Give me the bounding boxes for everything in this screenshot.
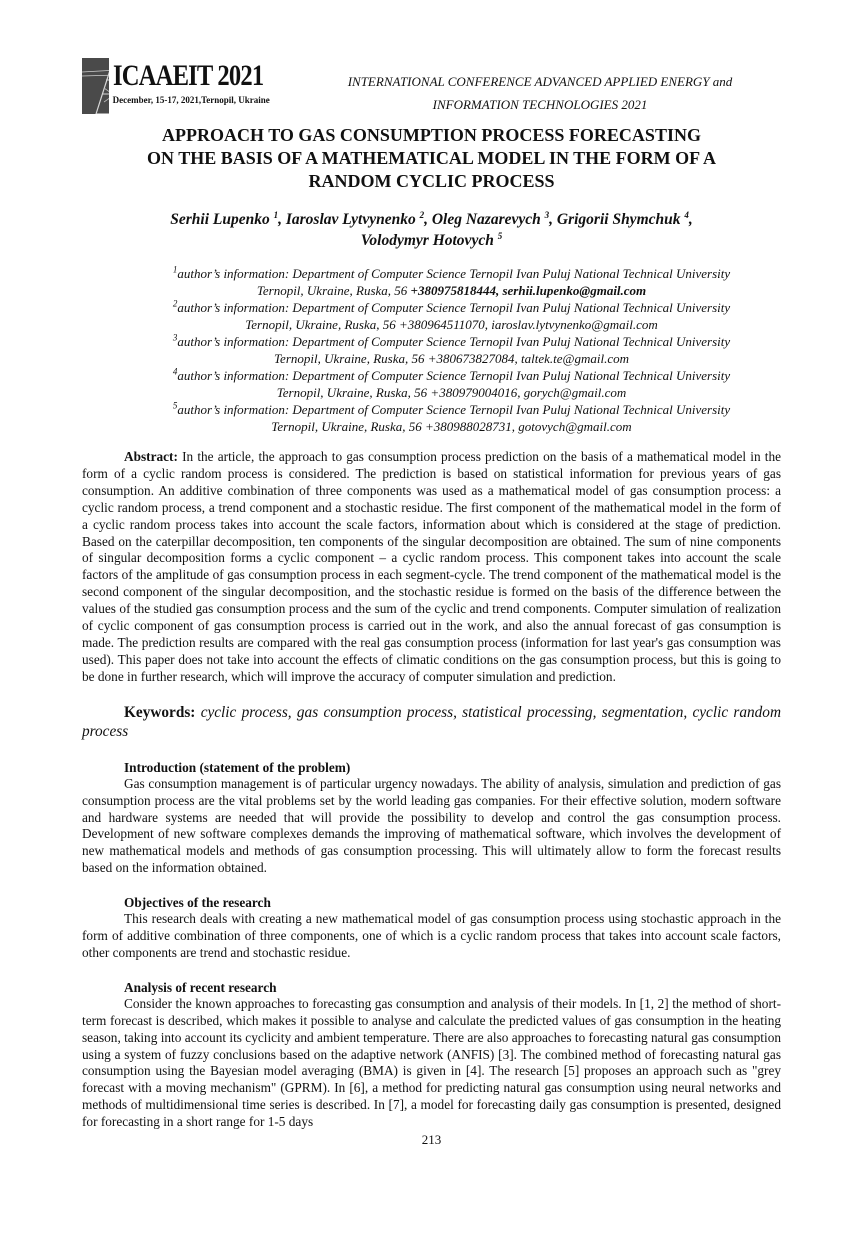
affiliations — [82, 265, 781, 435]
abstract — [82, 449, 781, 686]
section-heading-analysis: Analysis of recent research — [124, 979, 277, 995]
section-heading-introduction: Introduction (statement of the problem) — [124, 759, 351, 775]
author-name: Serhii Lupenko — [170, 211, 270, 228]
affiliation-sup: 3 — [172, 332, 178, 343]
paper-title — [82, 124, 781, 193]
abstract-text: In the article, the approach to gas consumption process prediction on the basis of a mathematical model in the form of a cyclic random process is considered. The prediction is based on statistical information for previous years of gas consumption. An additive combination of three components was used as a mathematical model of gas consumption process: a cyclic random process, a trend component and a stochastic residue. The first component of the mathematical model in the form of a cyclic random process takes into account the scale factors, information about which is considered at the stage of prediction. Based on the caterpillar decomposition, ten components of the singular decomposition are obtained. The sum of nine components of singular decomposition forms a cyclic component – a cyclic random process. This component takes into account the scale factors of the amplitude of gas consumption process in each segment-cycle. The trend component of the mathematical model is the second component of the singular decomposition, and the stochastic residue is formed on the basis of the difference between the values of the studied gas consumption process and the sum of the cyclic and trend components. Computer simulation of realization of cyclic component of gas consumption process is carried out in the work, and also the annual forecast of gas consumption is made. The prediction results are compared with the real gas consumption process (information for last year's gas consumption was used). This paper does not take into account the effects of climatic conditions on the gas consumption process, but this is going to be done in further research, which will improve the accuracy of computer simulation and prediction. — [82, 449, 781, 684]
author-sup: 5 — [497, 230, 503, 241]
author-sup: 2 — [419, 209, 425, 220]
affiliation-line: author’s information: Department of Computer Science Ternopil Ivan Puluj National Technical University — [177, 300, 731, 315]
author-list: Serhii Lupenko $^1$, Iaroslav Lytvynenko $^2$, Oleg Nazarevych $^3$, Grigorii Shymchuk $^4$, Volodymyr Hotovych $^5$ — [170, 209, 693, 249]
paper-page — [82, 56, 781, 1148]
affiliation-line: author’s information: Department of Computer Science Ternopil Ivan Puluj National Technical University — [177, 334, 731, 349]
affiliation — [122, 367, 781, 401]
affiliation — [122, 265, 781, 299]
affiliation-address: Ternopil, Ukraine, Ruska, 56 — [256, 283, 411, 298]
affiliation-address: Ternopil, Ukraine, Ruska, 56 +380988028731, gotovych@gmail.com — [271, 419, 632, 434]
logo-date: December, 15-17, 2021,Ternopil, Ukraine — [112, 95, 270, 105]
author-name: Grigorii Shymchuk — [556, 211, 681, 228]
section-heading-objectives: Objectives of the research — [124, 895, 271, 911]
affiliation-sup: 5 — [172, 400, 178, 411]
affiliation — [122, 299, 781, 333]
affiliation-sup: 4 — [172, 366, 178, 377]
conference-title — [320, 70, 760, 116]
section-text-analysis: Consider the known approaches to forecasting gas consumption and analysis of their models. In [1, 2] the method of short-term forecast is described, which makes it possible to analyse and calculate the predicted values of gas consumption in the heating season, taking into account its cyclicity and ambient temperature. There are also approaches to forecasting natural gas consumption using a system of fuzzy conclusions based on the adaptive network (ANFIS) [3]. The combined method of forecasting natural gas consumption using the Bayesian model averaging (BMA) is given in [4]. The research [5] proposes an approach such as "grey forecast with a moving mechanism" (GPRM). In [6], a method for predicting natural gas consumption using neural networks and methods of multidimensional time series is described. In [7], a model for forecasting daily gas consumption is presented, designed for forecasting in a short range for 1-5 days — [82, 995, 781, 1130]
keywords-text: cyclic process, gas consumption process, statistical processing, segmentation, cyclic random process — [82, 703, 782, 740]
author-name: Volodymyr Hotovych — [360, 232, 494, 249]
section-text-objectives: This research deals with creating a new mathematical model of gas consumption process using stochastic approach in the form of additive combination of three components, one of which is a cyclic random process that takes into account scale factors, other components are trend and stochastic residue. — [82, 911, 781, 960]
affiliation-contact: +380975818444, serhii.lupenko@gmail.com — [410, 283, 647, 298]
title-line-2: ON THE BASIS OF A MATHEMATICAL MODEL IN THE FORM OF A — [147, 148, 716, 168]
author-sup: 3 — [544, 209, 550, 220]
conference-line-2: INFORMATION TECHNOLOGIES 2021 — [432, 97, 648, 112]
title-line-3: RANDOM CYCLIC PROCESS — [308, 171, 555, 191]
conference-line-1: INTERNATIONAL CONFERENCE ADVANCED APPLIED ENERGY and — [347, 74, 733, 89]
keywords — [82, 703, 781, 741]
affiliation-sup: 2 — [172, 298, 178, 309]
affiliation-line: author’s information: Department of Computer Science Ternopil Ivan Puluj National Technical University — [177, 266, 731, 281]
affiliation — [122, 401, 781, 435]
author-name: Iaroslav Lytvynenko — [285, 211, 416, 228]
affiliation — [122, 333, 781, 367]
affiliation-address: Ternopil, Ukraine, Ruska, 56 +380979004016, gorych@gmail.com — [276, 385, 627, 400]
affiliation-line: author’s information: Department of Computer Science Ternopil Ivan Puluj National Technical University — [177, 368, 731, 383]
conference-logo — [82, 58, 296, 114]
affiliation-line: author’s information: Department of Computer Science Ternopil Ivan Puluj National Technical University — [177, 402, 731, 417]
logo-name: ICAAEIT 2021 — [112, 59, 264, 92]
abstract-label: Abstract: — [124, 449, 178, 464]
affiliation-sup: 1 — [172, 264, 178, 275]
author-sup: 4 — [684, 209, 689, 220]
affiliation-address: Ternopil, Ukraine, Ruska, 56 +380673827084, taltek.te@gmail.com — [274, 351, 629, 366]
author-name: Oleg Nazarevych — [431, 211, 541, 228]
title-line-1: APPROACH TO GAS CONSUMPTION PROCESS FORECASTING — [162, 125, 701, 145]
author-sup: 1 — [273, 209, 279, 220]
page-header — [82, 56, 781, 114]
keywords-label: Keywords: — [124, 703, 196, 721]
page-number: 213 — [421, 1132, 442, 1148]
logo-picture — [82, 58, 109, 114]
affiliation-address: Ternopil, Ukraine, Ruska, 56 +380964511070, iaroslav.lytvynenko@gmail.com — [245, 317, 658, 332]
section-text-introduction: Gas consumption management is of particular urgency nowadays. The ability of analysis, simulation and prediction of gas consumption process are the vital problems set by the world leading gas companies. For their effective solution, modern software and hardware systems are needed that will provide the possibility to develop and control the gas consumption process. Development of new software complexes demands the improving of mathematical software, which involves the development of new mathematical models and methods of gas consumption processing. This will ultimately allow to form the forecast results based on the information obtained. — [82, 775, 781, 876]
